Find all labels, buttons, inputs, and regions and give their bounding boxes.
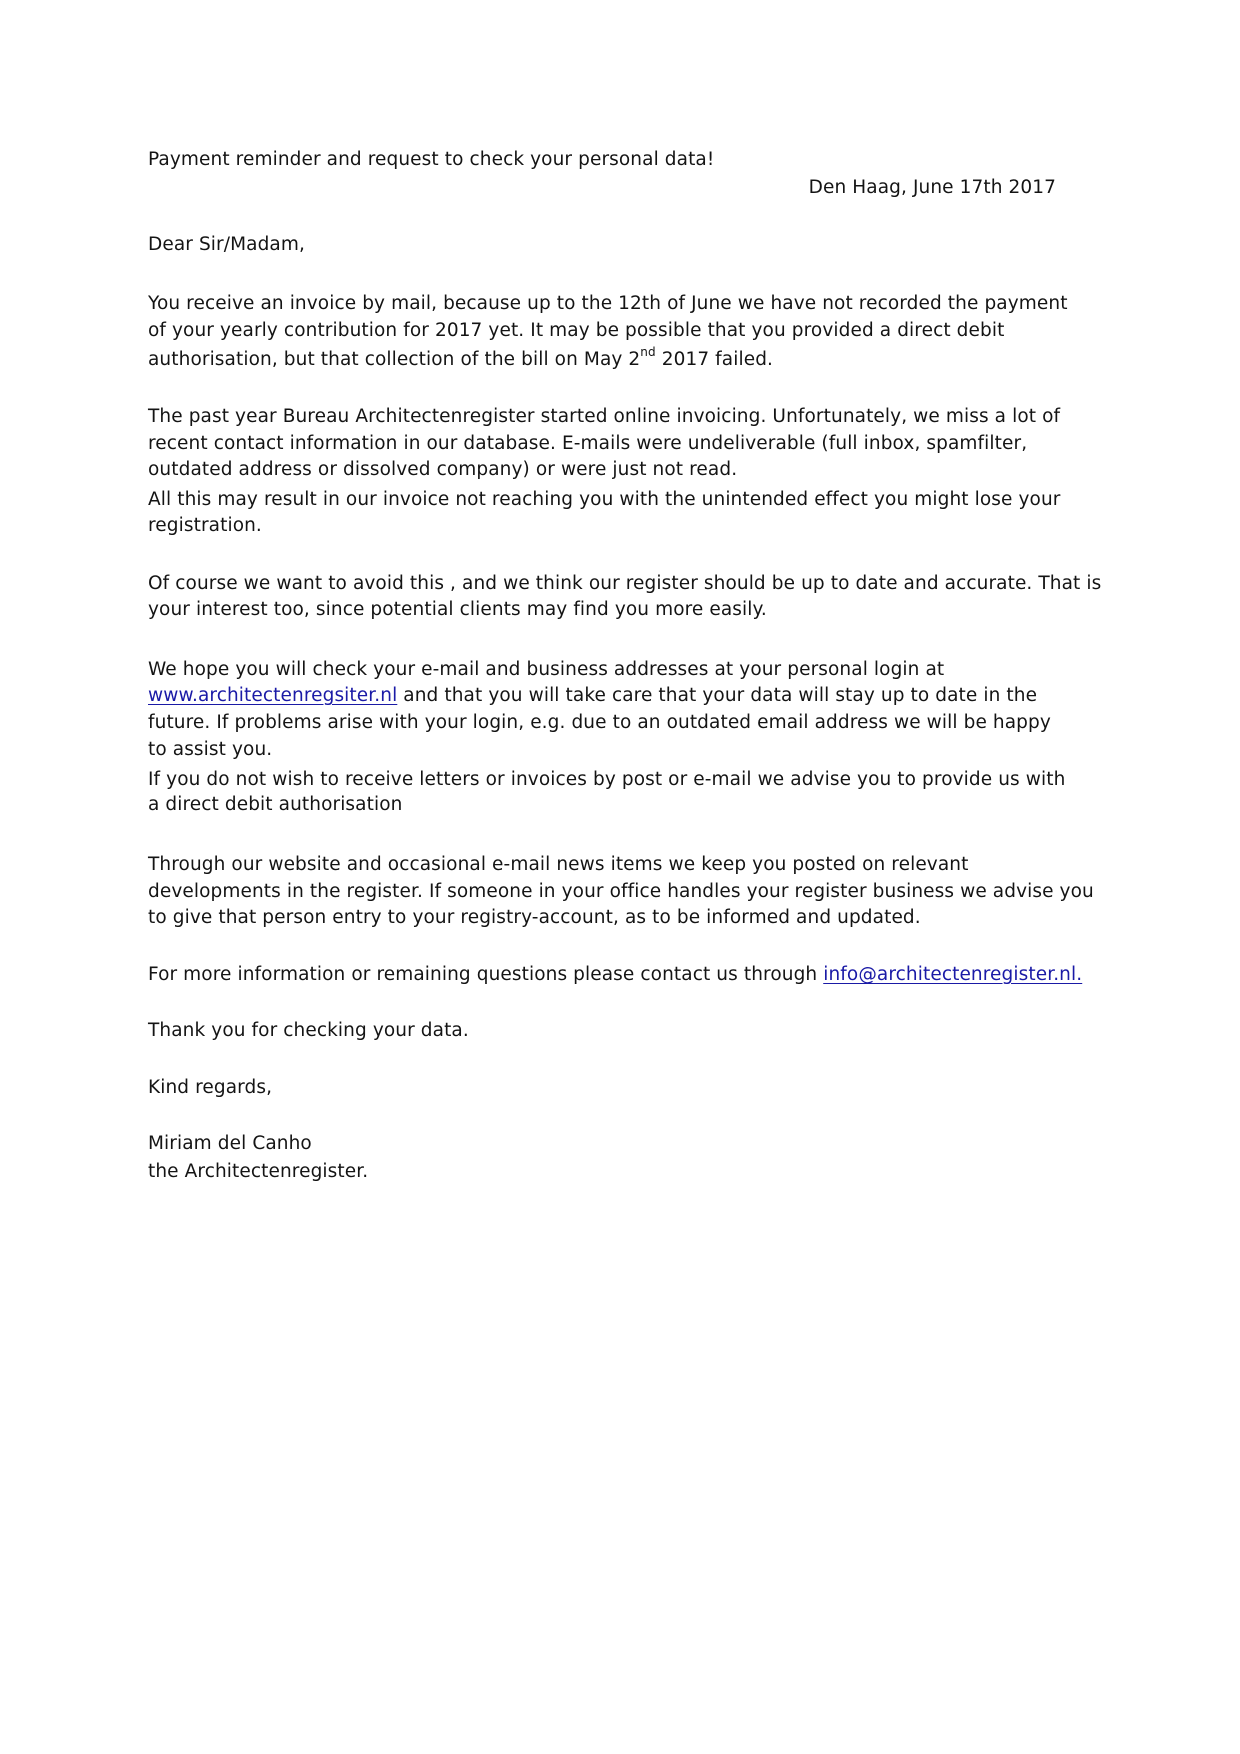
website-link[interactable]: www.architectenregsiter.nl	[148, 685, 398, 706]
paragraph-4-line-5: If you do not wish to receive letters or invoices by post or e-mail we advise you to provide us with	[148, 769, 1066, 790]
paragraph-1-line-3-start: authorisation, but that collection of the bill on May 2	[148, 349, 641, 370]
paragraph-4-line-1: We hope you will check your e-mail and business addresses at your personal login at	[148, 659, 945, 680]
closing: Kind regards,	[148, 1077, 273, 1098]
paragraph-4-line-3: future. If problems arise with your login, e.g. due to an outdated email address we will be happy	[148, 712, 1051, 733]
paragraph-2-line-2: recent contact information in our database. E-mails were undeliverable (full inbox, spamfilter,	[148, 433, 1028, 454]
paragraph-5-line-3: to give that person entry to your registry-account, as to be informed and updated.	[148, 907, 921, 928]
salutation: Dear Sir/Madam,	[148, 234, 305, 255]
paragraph-4-line-2-rest: and that you will take care that your data will stay up to date in the	[397, 685, 1038, 706]
paragraph-2-line-4: All this may result in our invoice not reaching you with the unintended effect you might lose your	[148, 489, 1061, 510]
email-link[interactable]: info@architectenregister.nl.	[823, 964, 1083, 985]
letter-subject: Payment reminder and request to check your personal data!	[148, 149, 715, 170]
paragraph-1-line-1: You receive an invoice by mail, because up to the 12th of June we have not recorded the payment	[148, 293, 1068, 314]
signature-name: Miriam del Canho	[148, 1133, 312, 1154]
paragraph-2-line-1: The past year Bureau Architectenregister started online invoicing. Unfortunately, we miss a lot of	[148, 406, 1061, 427]
paragraph-5-line-2: developments in the register. If someone in your office handles your register business we advise you	[148, 881, 1094, 902]
paragraph-3-line-1: Of course we want to avoid this , and we think our register should be up to date and accurate. That is	[148, 573, 1102, 594]
paragraph-3-line-2: your interest too, since potential clients may find you more easily.	[148, 599, 767, 620]
paragraph-2-line-5: registration.	[148, 515, 262, 536]
signature-organization: the Architectenregister.	[148, 1161, 369, 1182]
paragraph-6	[148, 962, 1082, 988]
ordinal-suffix: nd	[640, 344, 656, 359]
paragraph-4-line-6: a direct debit authorisation	[148, 794, 403, 815]
paragraph-1-line-3	[148, 344, 774, 373]
paragraph-2-line-3: outdated address or dissolved company) or were just not read.	[148, 459, 738, 480]
contact-text: For more information or remaining questions please contact us through	[148, 964, 824, 985]
place-date: Den Haag, June 17th 2017	[808, 177, 1056, 198]
paragraph-1-line-3-end: 2017 failed.	[655, 349, 774, 370]
paragraph-5-line-1: Through our website and occasional e-mail news items we keep you posted on relevant	[148, 854, 969, 875]
paragraph-1-line-2: of your yearly contribution for 2017 yet. It may be possible that you provided a direct debit	[148, 320, 1005, 341]
paragraph-4-line-4: to assist you.	[148, 739, 273, 760]
thanks-line: Thank you for checking your data.	[148, 1020, 469, 1041]
paragraph-4-line-2	[148, 683, 1037, 709]
